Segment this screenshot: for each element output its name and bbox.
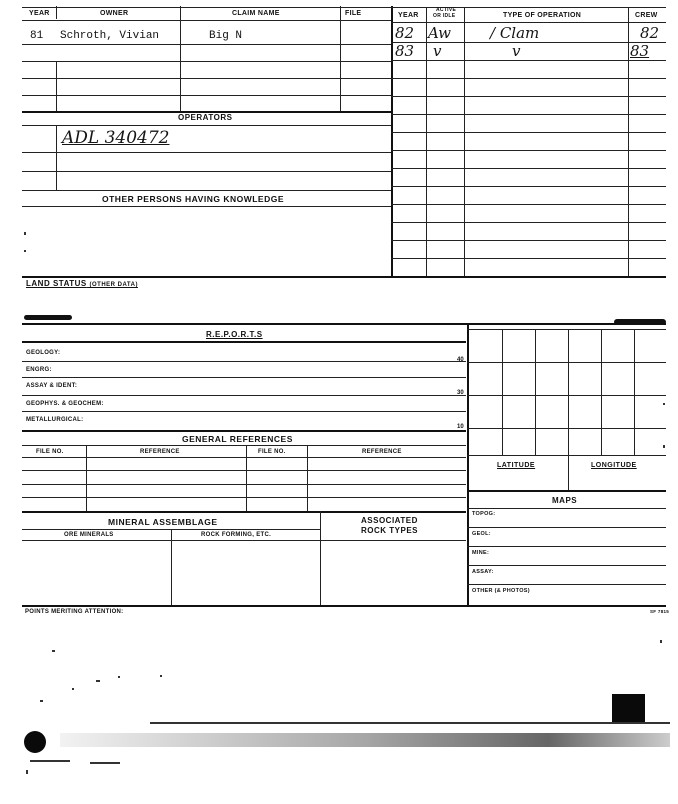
map-other-photos: OTHER (& PHOTOS) <box>472 588 530 594</box>
activity-status-2: v <box>433 42 442 60</box>
ref-file-no-1: FILE NO. <box>36 449 64 455</box>
report-geophys: GEOPHYS. & GEOCHEM: <box>26 401 104 407</box>
scan-noise-line <box>150 722 670 724</box>
land-status-subtitle: (OTHER DATA) <box>89 282 138 288</box>
report-assay-number: 30 <box>457 390 464 396</box>
operator-entry: ADL 340472 <box>62 128 170 148</box>
crew-header: CREW <box>635 12 658 19</box>
col-file-header: FILE <box>345 10 362 17</box>
scan-noise-band <box>60 733 670 747</box>
other-persons-title: OTHER PERSONS HAVING KNOWLEDGE <box>102 194 285 204</box>
general-references-title: GENERAL REFERENCES <box>182 434 293 444</box>
ref-file-no-2: FILE NO. <box>258 449 286 455</box>
claim-year: 81 <box>30 30 44 42</box>
report-metallurgical-number: 10 <box>457 424 464 430</box>
associated-line-1: ASSOCIATED <box>361 516 418 525</box>
ref-reference-1: REFERENCE <box>140 449 180 455</box>
activity-crew-1: 82 <box>640 24 660 42</box>
activity-year-2: 83 <box>395 42 415 60</box>
claim-name: Big N <box>209 30 243 42</box>
maps-title: MAPS <box>552 496 578 505</box>
land-status-title <box>26 279 138 288</box>
report-geology: GEOLOGY: <box>26 350 61 356</box>
activity-operation-1: / Clam <box>490 24 540 42</box>
ink-mark-left <box>24 315 72 320</box>
report-assay-ident: ASSAY & IDENT: <box>26 383 78 389</box>
land-status-label: LAND STATUS <box>26 279 87 288</box>
black-tab <box>612 694 645 724</box>
col-owner-header: OWNER <box>100 10 129 17</box>
longitude-label: LONGITUDE <box>591 462 637 469</box>
map-geol: GEOL: <box>472 531 491 537</box>
type-of-operation-header: TYPE OF OPERATION <box>503 12 582 19</box>
operators-title: OPERATORS <box>178 113 233 122</box>
map-topog: TOPOG: <box>472 511 496 517</box>
activity-operation-2: v <box>512 42 521 60</box>
form-number: SF 7815 <box>650 609 670 614</box>
active-idle-header-2: OR IDLE <box>433 13 456 19</box>
report-engrg: ENGRG: <box>26 367 52 373</box>
claim-owner: Schroth, Vivian <box>60 30 160 42</box>
mineral-assemblage-title: MINERAL ASSEMBLAGE <box>108 517 218 527</box>
punch-hole <box>24 731 46 753</box>
col-claim-name-header: CLAIM NAME <box>232 10 280 17</box>
rock-forming-header: ROCK FORMING, ETC. <box>201 532 272 538</box>
latitude-label: LATITUDE <box>497 462 536 469</box>
report-metallurgical: METALLURGICAL: <box>26 417 84 423</box>
ore-minerals-header: ORE MINERALS <box>64 532 114 538</box>
associated-line-2: ROCK TYPES <box>361 526 419 535</box>
activity-year-1: 82 <box>395 24 415 42</box>
active-idle-header-1: ACTIVE <box>436 7 457 13</box>
points-label: POINTS MERITING ATTENTION: <box>25 609 124 615</box>
map-mine: MINE: <box>472 550 490 556</box>
activity-crew-2: 83 <box>630 42 650 60</box>
ref-reference-2: REFERENCE <box>362 449 402 455</box>
report-geology-number: 40 <box>457 357 464 363</box>
activity-year-header: YEAR <box>398 12 419 19</box>
activity-status-1: Aw <box>428 24 451 42</box>
col-year-header: YEAR <box>29 10 50 17</box>
map-assay: ASSAY: <box>472 569 494 575</box>
reports-title: R.E.P.O.R.T.S <box>206 330 263 339</box>
